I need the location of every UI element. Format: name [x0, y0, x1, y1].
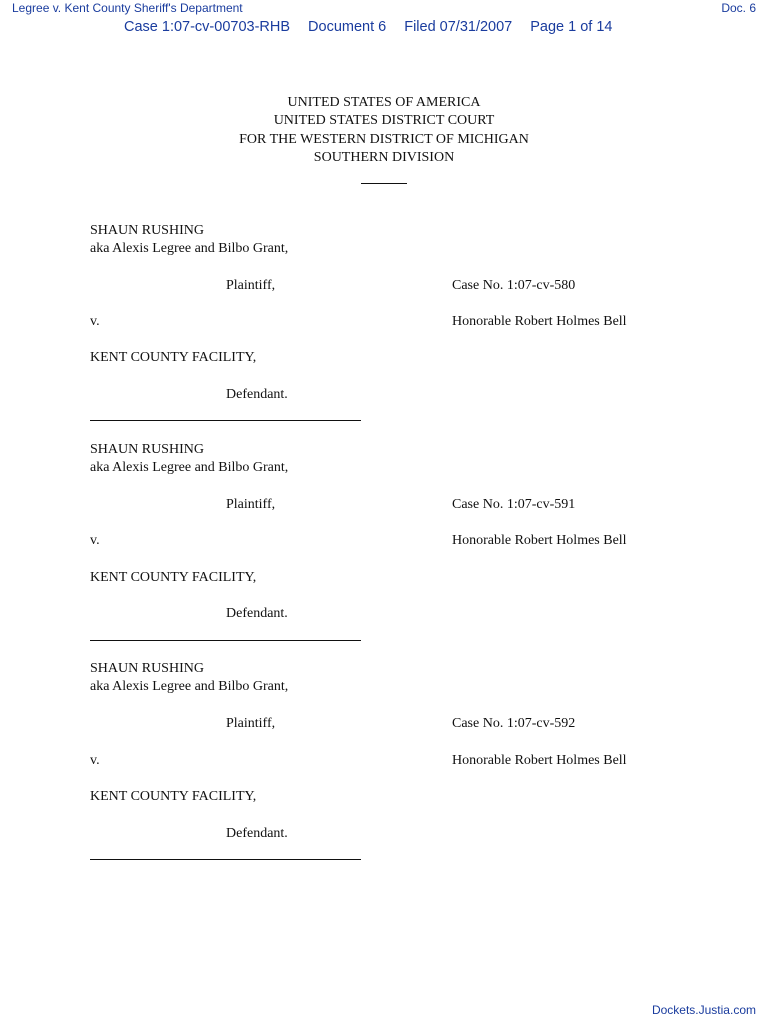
plaintiff-aka: aka Alexis Legree and Bilbo Grant, [90, 460, 289, 475]
court-heading-line: FOR THE WESTERN DISTRICT OF MICHIGAN [239, 131, 529, 147]
stamp-filed-date: Filed 07/31/2007 [404, 19, 513, 35]
case-number: Case No. 1:07-cv-591 [452, 497, 576, 512]
court-heading-line: SOUTHERN DIVISION [313, 149, 455, 165]
judge-name: Honorable Robert Holmes Bell [452, 753, 627, 768]
versus-label: v. [90, 533, 100, 548]
plaintiff-label: Plaintiff, [226, 716, 276, 731]
plaintiff-aka: aka Alexis Legree and Bilbo Grant, [90, 241, 289, 256]
court-heading-line: UNITED STATES DISTRICT COURT [273, 113, 495, 129]
dockets-justia-link[interactable]: Dockets.Justia.com [651, 1003, 756, 1017]
plaintiff-name: SHAUN RUSHING [90, 442, 204, 457]
caption-divider [90, 420, 361, 421]
defendant-label: Defendant. [226, 606, 288, 621]
stamp-case-number: Case 1:07-cv-00703-RHB [124, 19, 291, 35]
plaintiff-label: Plaintiff, [226, 278, 276, 293]
case-title-link[interactable]: Legree v. Kent County Sheriff's Department [12, 1, 243, 15]
stamp-page-count: Page 1 of 14 [530, 19, 613, 35]
versus-label: v. [90, 753, 100, 768]
judge-name: Honorable Robert Holmes Bell [452, 533, 627, 548]
plaintiff-aka: aka Alexis Legree and Bilbo Grant, [90, 679, 289, 694]
plaintiff-name: SHAUN RUSHING [90, 223, 204, 238]
caption-divider [90, 859, 361, 860]
caption-divider [90, 640, 361, 641]
defendant-name: KENT COUNTY FACILITY, [90, 789, 257, 804]
doc-number-link[interactable]: Doc. 6 [721, 1, 756, 15]
defendant-name: KENT COUNTY FACILITY, [90, 570, 257, 585]
stamp-document: Document 6 [308, 19, 387, 35]
plaintiff-name: SHAUN RUSHING [90, 661, 204, 676]
heading-divider [361, 183, 407, 184]
court-heading-line: UNITED STATES OF AMERICA [287, 95, 481, 110]
plaintiff-label: Plaintiff, [226, 497, 276, 512]
versus-label: v. [90, 314, 100, 329]
defendant-label: Defendant. [226, 826, 288, 841]
defendant-label: Defendant. [226, 387, 288, 402]
court-heading [0, 94, 768, 167]
case-number: Case No. 1:07-cv-592 [452, 716, 576, 731]
case-number: Case No. 1:07-cv-580 [452, 278, 576, 293]
filing-stamp [124, 18, 631, 36]
judge-name: Honorable Robert Holmes Bell [452, 314, 627, 329]
defendant-name: KENT COUNTY FACILITY, [90, 350, 257, 365]
